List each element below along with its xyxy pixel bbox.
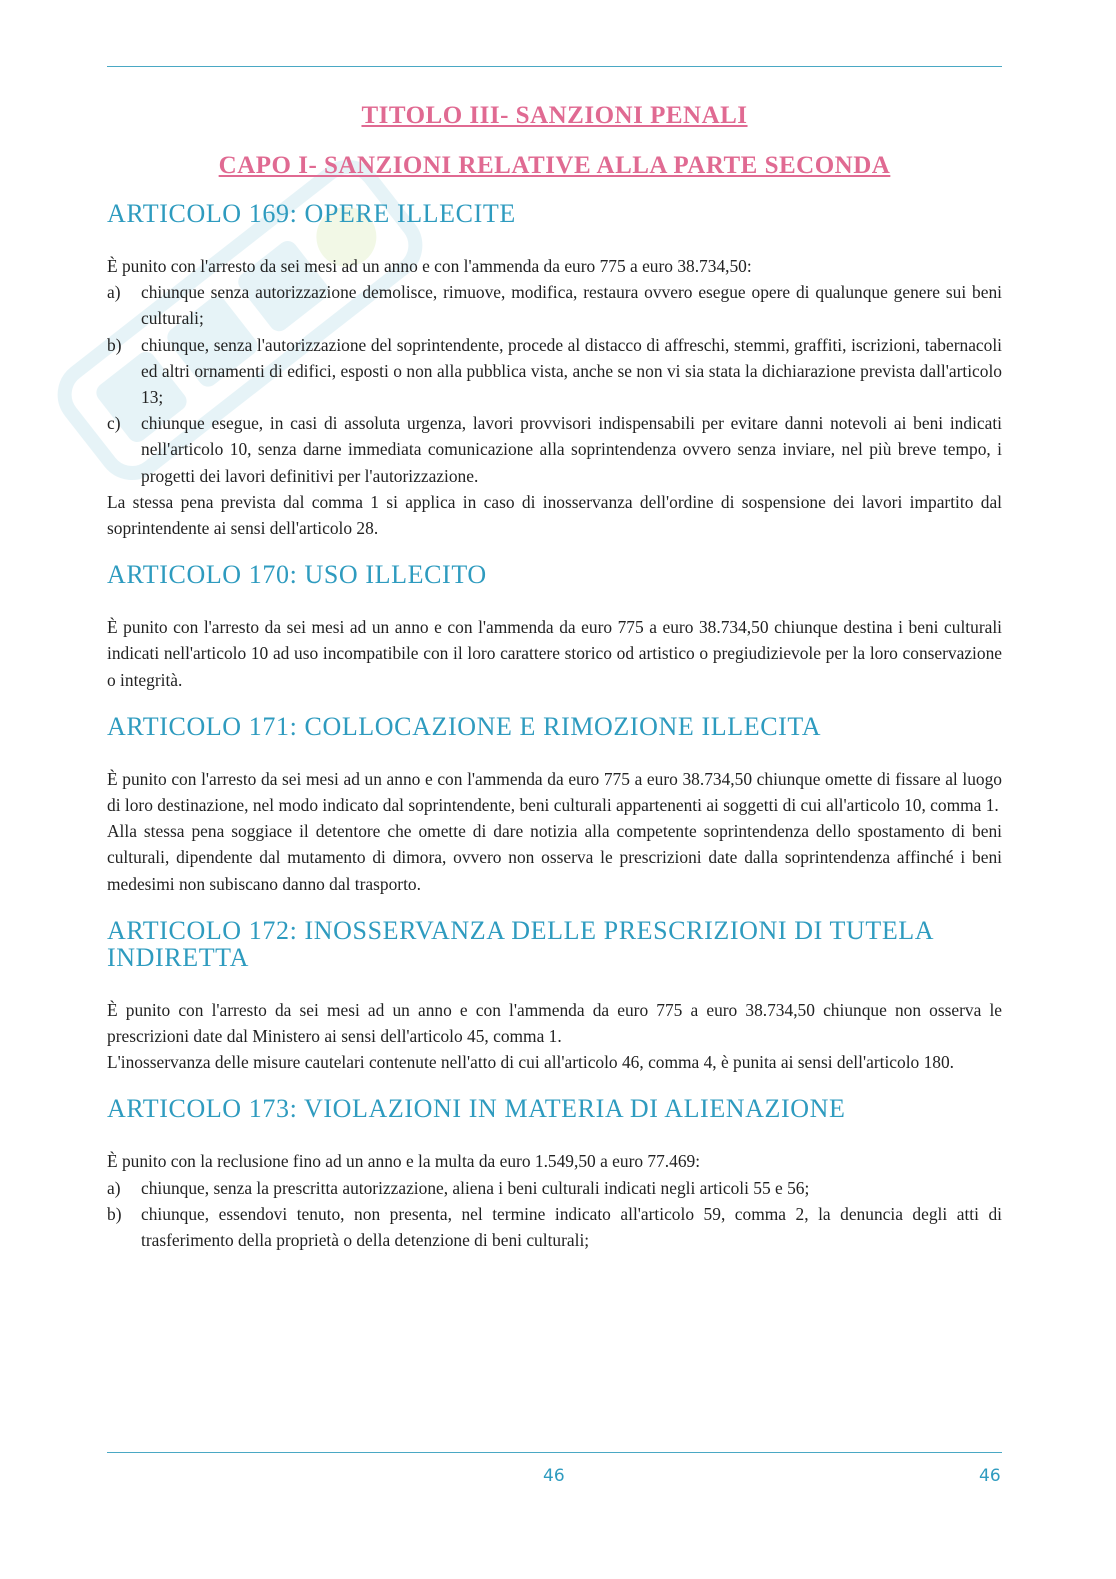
footer-rule — [107, 1452, 1002, 1453]
article-169-list — [107, 279, 1002, 489]
list-item: a) chiunque senza autorizzazione demolisce, rimuove, modifica, restaura ovvero esegue opere di qualunque genere sui beni culturali; — [107, 282, 1002, 329]
list-item: a) chiunque, senza la prescritta autorizzazione, aliena i beni culturali indicati negli articoli 55 e 56; — [107, 1177, 810, 1198]
article-173-list — [107, 1175, 1002, 1254]
article-169 — [107, 200, 1002, 541]
page-number-right: 46 — [979, 1466, 1001, 1486]
article-169-after: La stessa pena prevista dal comma 1 si applica in caso di inosservanza dell'ordine di sospensione dei lavori impartito dal soprintendente ai sensi dell'articolo 28. — [107, 491, 1002, 539]
article-172 — [107, 917, 1002, 1076]
list-item: b) chiunque, senza l'autorizzazione del soprintendente, procede al distacco di affreschi, stemmi, graffiti, iscrizioni, tabernacoli ed altri ornamenti di edifici, esposti o non alla pubblica vista, anche se non vi sia stata la dichiarazione prevista dall'articolo 13; — [107, 334, 1002, 408]
article-170-heading: ARTICOLO 170: USO ILLECITO — [107, 560, 487, 590]
header-rule — [107, 66, 1002, 67]
page-number-center: 46 — [543, 1466, 565, 1486]
article-169-intro: È punito con l'arresto da sei mesi ad un anno e con l'ammenda da euro 775 a euro 38.734,50: — [107, 256, 752, 276]
article-169-heading: ARTICOLO 169: OPERE ILLECITE — [107, 199, 516, 228]
article-173-intro: È punito con la reclusione fino ad un anno e la multa da euro 1.549,50 a euro 77.469: — [107, 1151, 701, 1172]
title-heading: TITOLO III- SANZIONI PENALI — [361, 102, 748, 129]
article-173 — [107, 1095, 1002, 1253]
article-171-heading: ARTICOLO 171: COLLOCAZIONE E RIMOZIONE ILLECITA — [107, 711, 822, 741]
article-170-para: È punito con l'arresto da sei mesi ad un anno e con l'ammenda da euro 775 a euro 38.734,50 chiunque destina i beni culturali indicati nell'articolo 10 ad uso incompatibile con il loro carattere storico od artistico o pregiudizievole per la loro conservazione o integrità. — [107, 617, 1002, 690]
article-170 — [107, 561, 1002, 693]
article-172-heading: ARTICOLO 172: INOSSERVANZA DELLE PRESCRIZIONI DI TUTELA INDIRETTA — [107, 915, 933, 972]
article-171-para1: È punito con l'arresto da sei mesi ad un anno e con l'ammenda da euro 775 a euro 38.734,50 chiunque omette di fissare al luogo di loro destinazione, nel modo indicato dal soprintendente, beni culturali appartenenti ai soggetti di cui all'articolo 10, comma 1. — [107, 768, 1002, 816]
chapter-heading: CAPO I- SANZIONI RELATIVE ALLA PARTE SECONDA — [218, 152, 891, 179]
article-173-heading: ARTICOLO 173: VIOLAZIONI IN MATERIA DI ALIENAZIONE — [107, 1094, 846, 1124]
list-item: c) chiunque esegue, in casi di assoluta urgenza, lavori provvisori indispensabili per evitare danni notevoli ai beni indicati nell'articolo 10, senza darne immediata comunicazione alla soprintendenza ovvero senza inviare, nel più breve tempo, i progetti dei lavori definitivi per l'autorizzazione. — [107, 413, 1002, 486]
article-172-para1: È punito con l'arresto da sei mesi ad un anno e con l'ammenda da euro 775 a euro 38.734,50 chiunque non osserva le prescrizioni date dal Ministero ai sensi dell'articolo 45, comma 1. — [107, 999, 1002, 1047]
list-item: b) chiunque, essendovi tenuto, non presenta, nel termine indicato all'articolo 59, comma 2, la denuncia degli atti di trasferimento della proprietà o della detenzione di beni culturali; — [107, 1203, 1002, 1251]
article-172-para2: L'inosservanza delle misure cautelari contenute nell'atto di cui all'articolo 46, comma 4, è punita ai sensi dell'articolo 180. — [107, 1052, 955, 1073]
article-171-para2: Alla stessa pena soggiace il detentore che omette di dare notizia alla competente soprintendenza dello spostamento di beni culturali, dipendente dal mutamento di dimora, ovvero non osserva le prescrizioni date dalla soprintendenza affinché i beni medesimi non subiscano danno dal trasporto. — [107, 821, 1002, 894]
article-171 — [107, 713, 1002, 897]
document-body — [107, 98, 1002, 1253]
